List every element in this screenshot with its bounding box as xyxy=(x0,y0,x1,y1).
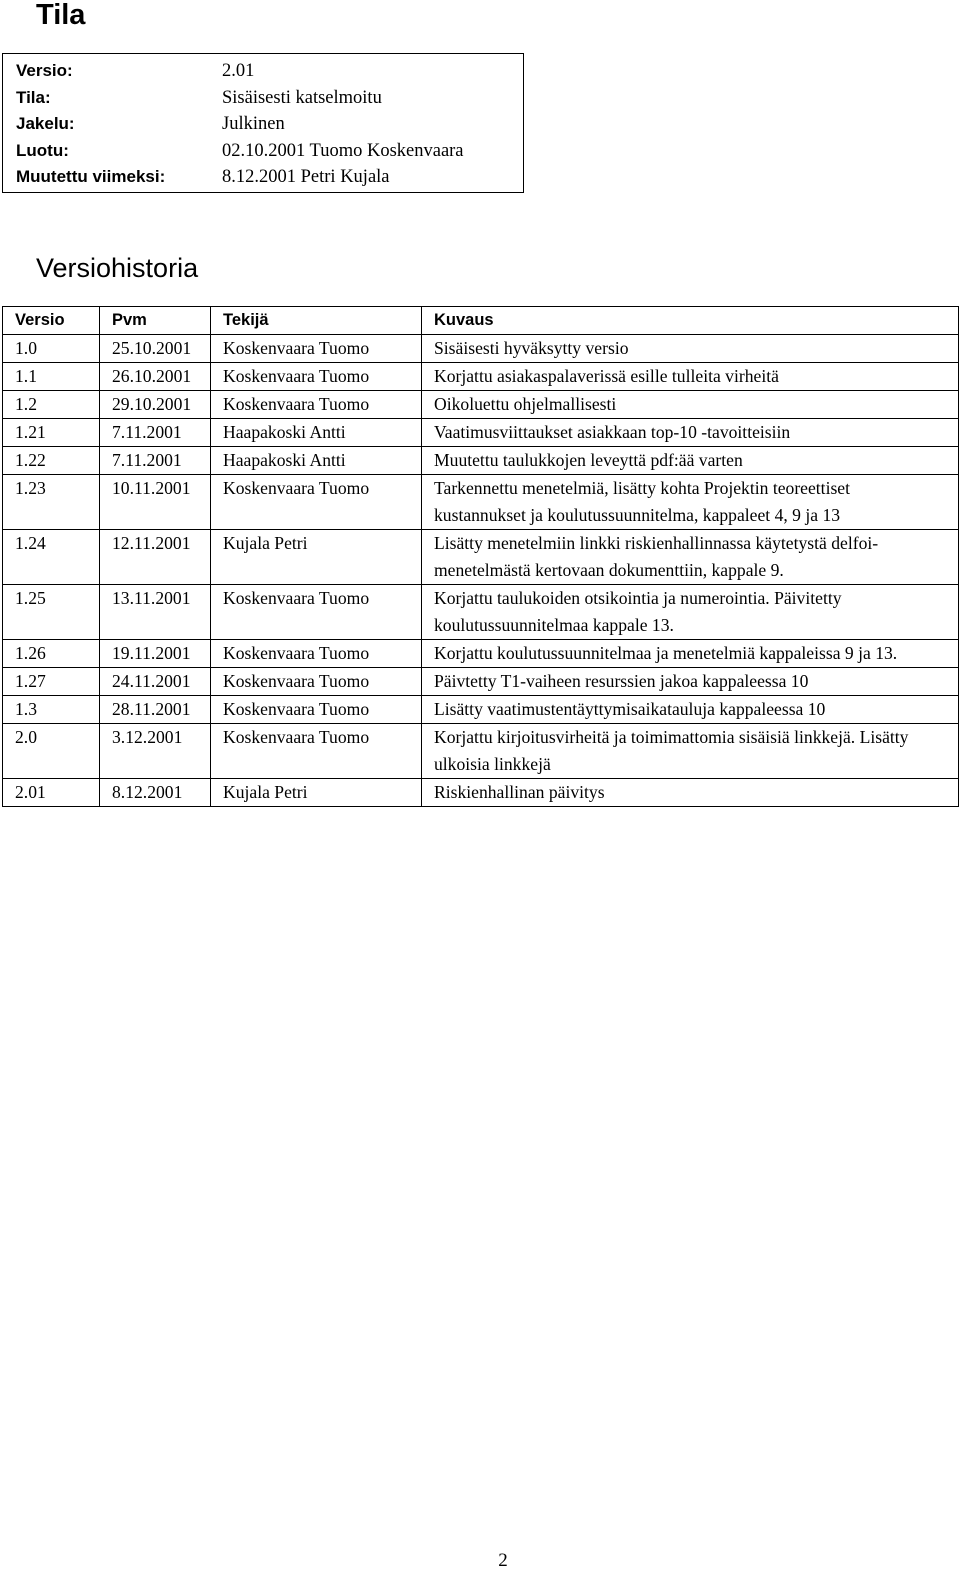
table-row xyxy=(3,779,959,807)
status-row-modified xyxy=(3,164,523,191)
cell-author: Kujala Petri xyxy=(211,530,422,585)
table-row xyxy=(3,363,959,391)
cell-version: 2.01 xyxy=(3,779,100,807)
cell-date: 10.11.2001 xyxy=(100,475,211,530)
cell-author: Koskenvaara Tuomo xyxy=(211,363,422,391)
cell-version: 1.22 xyxy=(3,447,100,475)
page-number: 2 xyxy=(498,1550,508,1571)
version-history-title: Versiohistoria xyxy=(36,253,199,283)
page-title: Tila xyxy=(36,0,86,31)
cell-version: 1.27 xyxy=(3,668,100,696)
cell-description: Sisäisesti hyväksytty versio xyxy=(422,335,959,363)
cell-version: 1.23 xyxy=(3,475,100,530)
status-value: Sisäisesti katselmoitu xyxy=(222,87,382,108)
cell-description: Lisätty menetelmiin linkki riskienhallinnassa käytetystä delfoi-menetelmästä kertovaan dokumenttiin, kappale 9. xyxy=(422,530,959,585)
cell-date: 7.11.2001 xyxy=(100,419,211,447)
cell-date: 26.10.2001 xyxy=(100,363,211,391)
cell-description: Päivtetty T1-vaiheen resurssien jakoa kappaleessa 10 xyxy=(422,668,959,696)
cell-version: 1.24 xyxy=(3,530,100,585)
cell-version: 1.25 xyxy=(3,585,100,640)
column-header-author: Tekijä xyxy=(211,307,422,335)
status-label: Luotu: xyxy=(16,140,69,160)
cell-version: 2.0 xyxy=(3,724,100,779)
cell-author: Koskenvaara Tuomo xyxy=(211,391,422,419)
cell-description: Korjattu asiakaspalaverissä esille tulleita virheitä xyxy=(422,363,959,391)
table-row xyxy=(3,419,959,447)
table-row xyxy=(3,640,959,668)
cell-date: 12.11.2001 xyxy=(100,530,211,585)
cell-date: 7.11.2001 xyxy=(100,447,211,475)
cell-description: Riskienhallinan päivitys xyxy=(422,779,959,807)
column-header-date: Pvm xyxy=(100,307,211,335)
status-box xyxy=(2,53,524,193)
status-value: Julkinen xyxy=(222,114,285,134)
cell-description: Tarkennettu menetelmiä, lisätty kohta Projektin teoreettiset kustannukset ja koulutussuunnitelma, kappaleet 4, 9 ja 13 xyxy=(422,475,959,530)
status-value: 8.12.2001 Petri Kujala xyxy=(222,167,390,187)
cell-author: Koskenvaara Tuomo xyxy=(211,696,422,724)
cell-version: 1.21 xyxy=(3,419,100,447)
cell-author: Koskenvaara Tuomo xyxy=(211,335,422,363)
cell-description: Oikoluettu ohjelmallisesti xyxy=(422,391,959,419)
status-row-created xyxy=(3,138,523,165)
table-row xyxy=(3,447,959,475)
cell-date: 24.11.2001 xyxy=(100,668,211,696)
cell-date: 3.12.2001 xyxy=(100,724,211,779)
cell-date: 13.11.2001 xyxy=(100,585,211,640)
cell-date: 8.12.2001 xyxy=(100,779,211,807)
cell-date: 29.10.2001 xyxy=(100,391,211,419)
column-header-description: Kuvaus xyxy=(422,307,959,335)
table-row xyxy=(3,335,959,363)
cell-description: Korjattu taulukoiden otsikointia ja numerointia. Päivitetty koulutussuunnitelmaa kappale 13. xyxy=(422,585,959,640)
cell-date: 28.11.2001 xyxy=(100,696,211,724)
cell-description: Korjattu kirjoitusvirheitä ja toimimattomia sisäisiä linkkejä. Lisätty ulkoisia linkkejä xyxy=(422,724,959,779)
table-row xyxy=(3,530,959,585)
status-label: Jakelu: xyxy=(16,114,75,133)
cell-author: Haapakoski Antti xyxy=(211,419,422,447)
column-header-version: Versio xyxy=(3,307,100,335)
status-label: Muutettu viimeksi: xyxy=(16,167,166,186)
status-label: Versio: xyxy=(16,61,73,80)
cell-version: 1.26 xyxy=(3,640,100,668)
cell-version: 1.0 xyxy=(3,335,100,363)
cell-description: Korjattu koulutussuunnitelmaa ja menetelmiä kappaleissa 9 ja 13. xyxy=(422,640,959,668)
status-row-version xyxy=(3,58,523,85)
cell-author: Koskenvaara Tuomo xyxy=(211,668,422,696)
status-label: Tila: xyxy=(16,87,51,107)
cell-date: 19.11.2001 xyxy=(100,640,211,668)
cell-version: 1.1 xyxy=(3,363,100,391)
status-row-distribution xyxy=(3,111,523,138)
cell-author: Koskenvaara Tuomo xyxy=(211,724,422,779)
table-row xyxy=(3,475,959,530)
status-value: 02.10.2001 Tuomo Koskenvaara xyxy=(222,140,464,161)
cell-version: 1.2 xyxy=(3,391,100,419)
cell-description: Muutettu taulukkojen leveyttä pdf:ää varten xyxy=(422,447,959,475)
cell-author: Kujala Petri xyxy=(211,779,422,807)
cell-author: Koskenvaara Tuomo xyxy=(211,585,422,640)
cell-description: Vaatimusviittaukset asiakkaan top-10 -tavoitteisiin xyxy=(422,419,959,447)
status-row-state xyxy=(3,85,523,112)
cell-description: Lisätty vaatimustentäyttymisaikatauluja kappaleessa 10 xyxy=(422,696,959,724)
table-row xyxy=(3,724,959,779)
cell-date: 25.10.2001 xyxy=(100,335,211,363)
cell-author: Koskenvaara Tuomo xyxy=(211,640,422,668)
cell-author: Koskenvaara Tuomo xyxy=(211,475,422,530)
table-row xyxy=(3,668,959,696)
cell-version: 1.3 xyxy=(3,696,100,724)
table-header-row xyxy=(3,307,959,335)
table-row xyxy=(3,391,959,419)
status-value: 2.01 xyxy=(222,61,255,81)
table-row xyxy=(3,696,959,724)
cell-author: Haapakoski Antti xyxy=(211,447,422,475)
table-row xyxy=(3,585,959,640)
version-history-table xyxy=(2,306,959,807)
